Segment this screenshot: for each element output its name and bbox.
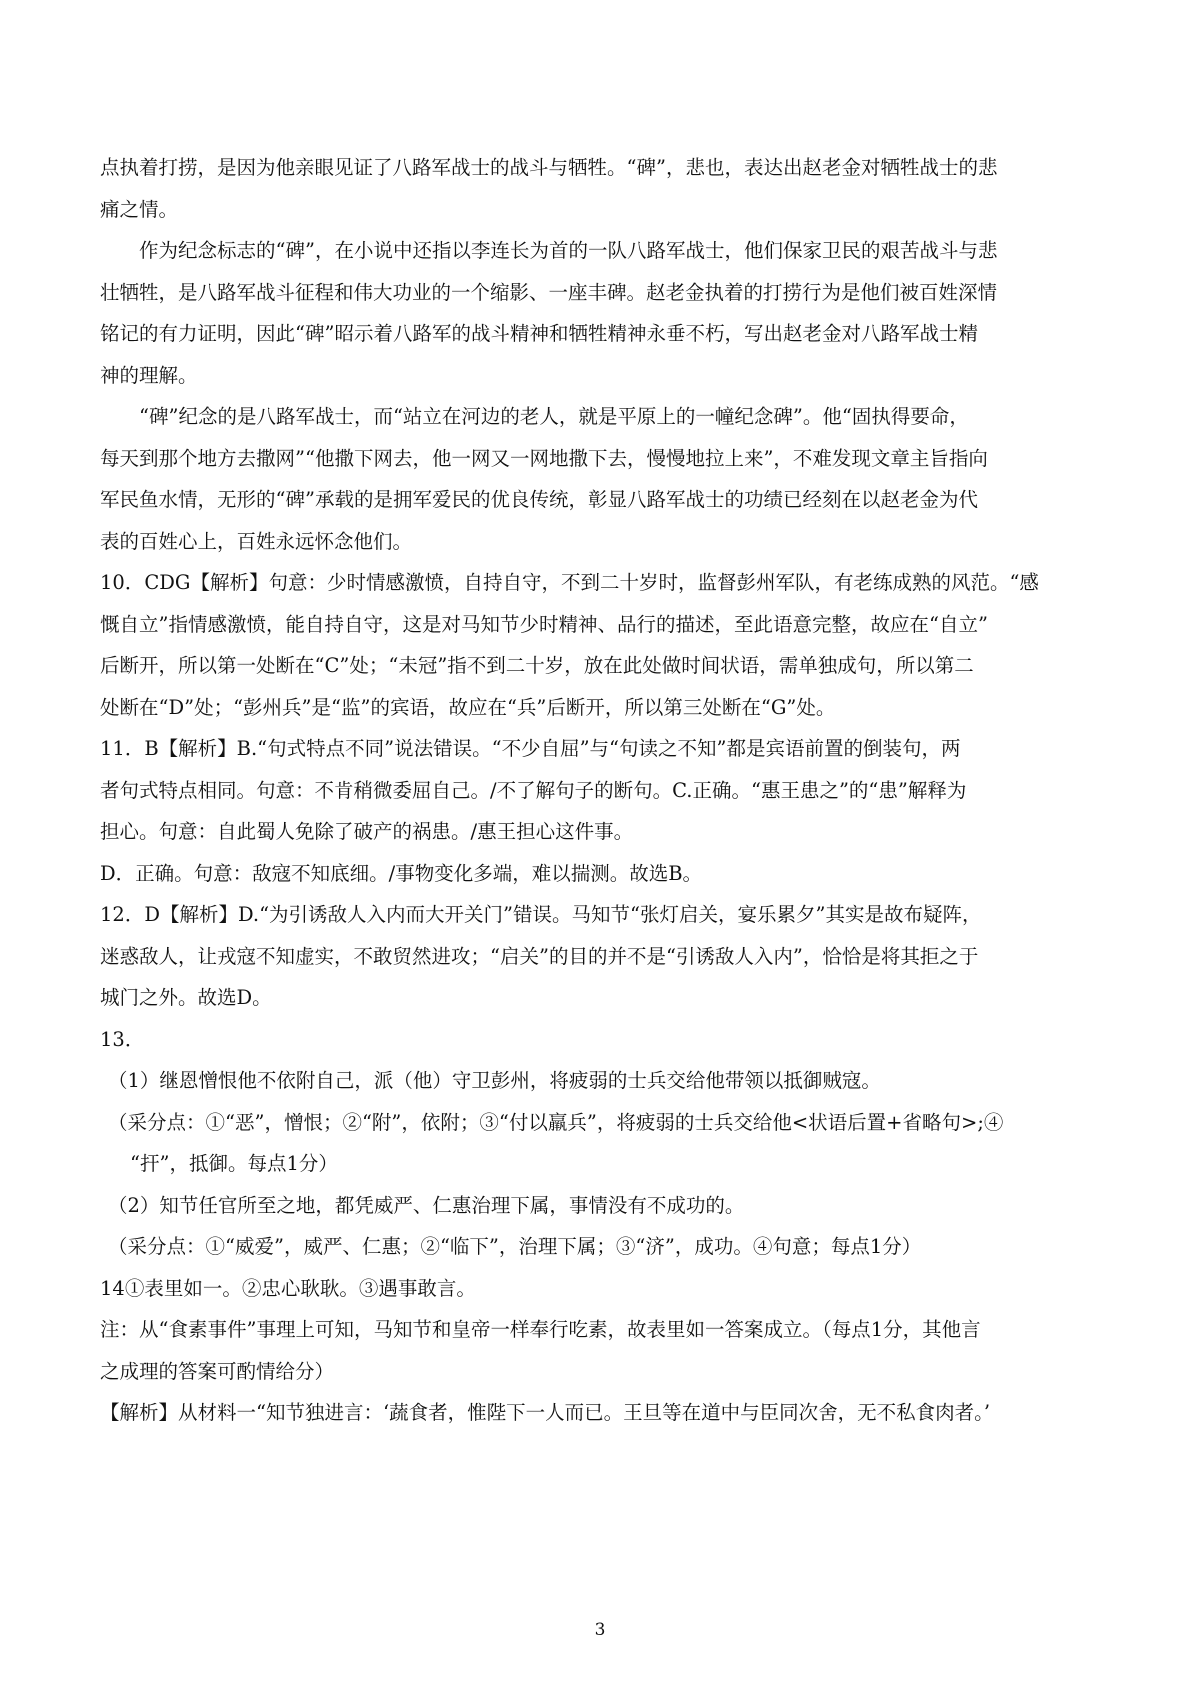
- text-line: 14①表里如一。②忠心耿耿。③遇事敢言。: [100, 1276, 476, 1300]
- text-line: 注：从“食素事件”事理上可知，马知节和皇帝一样奉行吃素，故表里如一答案成立。（每点1分，其他言: [100, 1318, 981, 1341]
- text-line: 铭记的有力证明，因此“碑”昭示着八路军的战斗精神和牺牲精神永垂不朽，写出赵老金对八路军战士精: [100, 322, 978, 345]
- text-line: （1）继恩憎恨他不依附自己，派（他）守卫彭州，将疲弱的士兵交给他带领以抵御贼寇。: [108, 1069, 881, 1092]
- text-line: 后断开，所以第一处断在“C”处；“未冠”指不到二十岁，放在此处做时间状语，需单独成句，所以第二: [100, 654, 974, 677]
- document-body: [100, 147, 1100, 1434]
- text-line: 者句式特点相同。句意：不肯稍微委屈自己。/不了解句子的断句。C.正确。“惠王患之”的“患”解释为: [100, 778, 967, 802]
- text-line: 10．CDG【解析】句意：少时情感激愤，自持自守，不到二十岁时，监督彭州军队，有老练成熟的风范。“感: [100, 571, 1039, 594]
- text-line: D．正确。句意：敌寇不知底细。/事物变化多端，难以揣测。故选B。: [100, 861, 703, 885]
- text-line: “碑”纪念的是八路军战士，而“站立在河边的老人，就是平原上的一幢纪念碑”。他“固执得要命，: [139, 405, 969, 428]
- text-line: 慨自立”指情感激愤，能自持自守，这是对马知节少时精神、品行的描述，至此语意完整，故应在“自立”: [100, 612, 988, 636]
- text-line: 迷惑敌人，让戎寇不知虚实，不敢贸然进攻；“启关”的目的并不是“引诱敌人入内”，恰恰是将其拒之于: [100, 944, 979, 968]
- text-line: 每天到那个地方去撒网”“他撒下网去，他一网又一网地撒下去，慢慢地拉上来”，不难发现文章主旨指向: [100, 446, 988, 470]
- text-line: “扞”，抵御。每点1分）: [130, 1152, 338, 1175]
- text-line: 壮牺牲，是八路军战斗征程和伟大功业的一个缩影、一座丰碑。赵老金执着的打捞行为是他们被百姓深情: [100, 280, 998, 304]
- text-line: 点执着打捞，是因为他亲眼见证了八路军战士的战斗与牺牲。“碑”，悲也，表达出赵老金对牺牲战士的悲: [100, 156, 998, 179]
- text-line: 作为纪念标志的“碑”，在小说中还指以李连长为首的一队八路军战士，他们保家卫民的艰苦战斗与悲: [139, 239, 998, 262]
- text-line: （采分点：①“恶”，憎恨；②“附”，依附；③“付以羸兵”，将疲弱的士兵交给他<状语后置+省略句>;④: [108, 1110, 1004, 1134]
- text-line: 13．: [100, 1027, 145, 1051]
- text-line: 城门之外。故选D。: [100, 986, 272, 1009]
- text-line: （2）知节任官所至之地，都凭威严、仁惠治理下属，事情没有不成功的。: [108, 1193, 745, 1217]
- text-line: （采分点：①“威爱”，威严、仁惠；②“临下”，治理下属；③“济”，成功。④句意；每点1分）: [108, 1235, 922, 1258]
- text-line: 神的理解。: [100, 363, 198, 387]
- text-line: 处断在“D”处；“彭州兵”是“监”的宾语，故应在“兵”后断开，所以第三处断在“G”处。: [100, 695, 836, 719]
- text-line: 担心。句意：自此蜀人免除了破产的祸患。/惠王担心这件事。: [100, 820, 634, 843]
- text-line: 12．D【解析】D.“为引诱敌人入内而大开关门”错误。马知节“张灯启关，宴乐累夕”其实是故布疑阵，: [100, 903, 982, 926]
- text-line: 痛之情。: [100, 197, 179, 221]
- page-number: 3: [594, 1620, 606, 1640]
- text-line: 之成理的答案可酌情给分）: [100, 1359, 335, 1383]
- text-line: 表的百姓心上，百姓永远怀念他们。: [100, 529, 413, 553]
- text-line: 11．B【解析】B.“句式特点不同”说法错误。“不少自屈”与“句读之不知”都是宾语前置的倒装句，两: [100, 737, 961, 760]
- text-line: 军民鱼水情，无形的“碑”承载的是拥军爱民的优良传统，彰显八路军战士的功绩已经刻在以赵老金为代: [100, 488, 978, 511]
- text-line: 【解析】从材料一“知节独进言：‘蔬食者，惟陛下一人而已。王旦等在道中与臣同次舍，无不私食肉者。’: [100, 1401, 991, 1424]
